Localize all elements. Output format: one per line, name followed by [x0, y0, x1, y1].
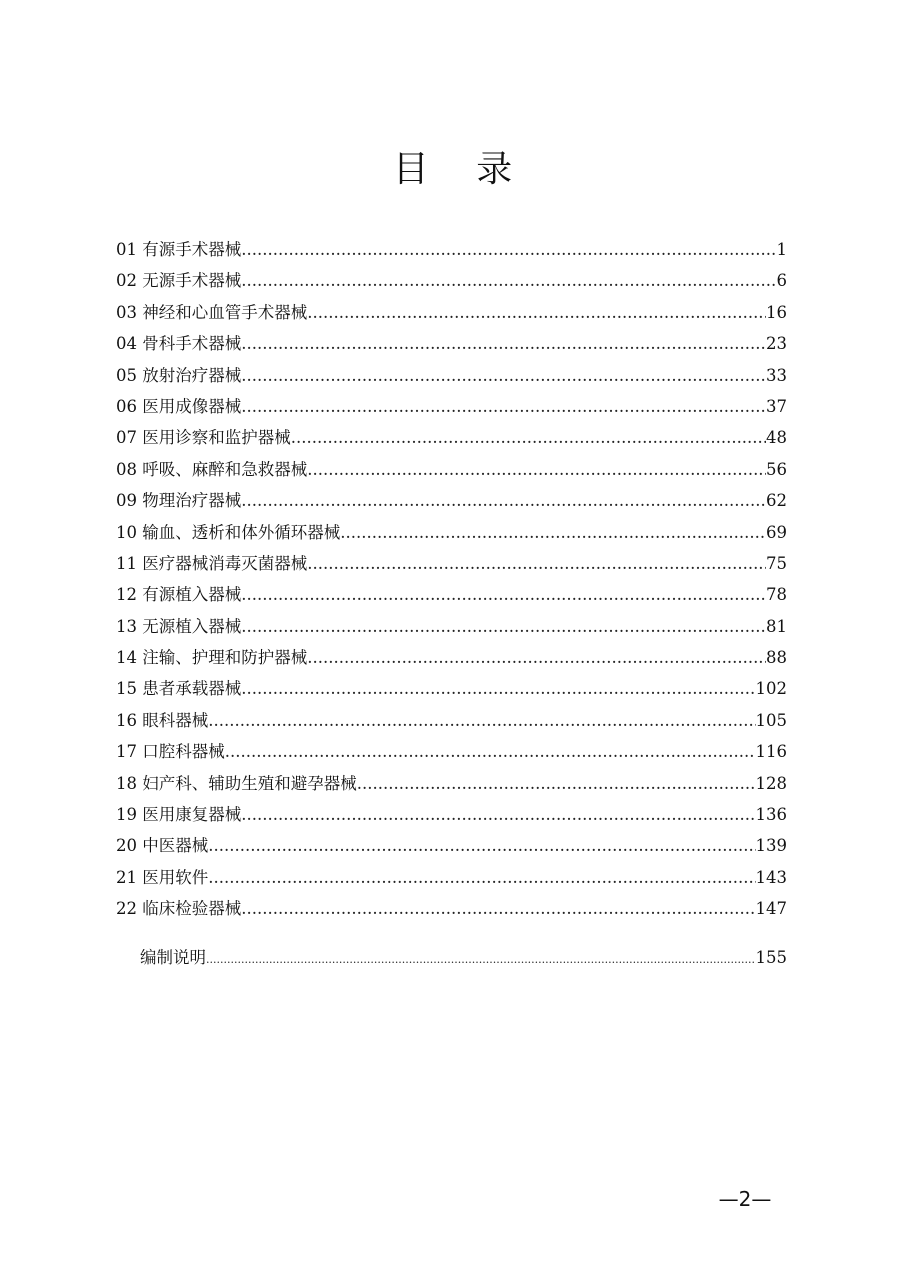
- toc-entry-page: 105: [755, 710, 787, 730]
- toc-entry-page: 116: [755, 742, 787, 762]
- dot-leader: [241, 611, 766, 642]
- toc-entry-label: 19 医用康复器械: [116, 805, 242, 825]
- toc-entry-page: 48: [766, 428, 787, 448]
- toc-entry[interactable]: [116, 579, 787, 610]
- toc-entry[interactable]: [116, 799, 787, 830]
- dot-leader: [241, 799, 755, 830]
- toc-entry-label: 03 神经和心血管手术器械: [116, 302, 308, 322]
- toc-entry-page: 37: [766, 396, 787, 416]
- toc-entry[interactable]: [116, 517, 787, 548]
- page-title: 目 录: [392, 149, 531, 190]
- toc-entry[interactable]: [116, 705, 787, 736]
- toc-entry[interactable]: [116, 768, 787, 799]
- toc-entry-page: 88: [766, 648, 787, 668]
- toc-entry-label: 17 口腔科器械: [116, 742, 225, 762]
- toc-entry-label: 12 有源植入器械: [116, 585, 242, 605]
- toc-entry-label: 编制说明: [140, 948, 206, 967]
- dot-leader: [208, 705, 755, 736]
- toc-entry-label: 01 有源手术器械: [116, 240, 242, 259]
- toc-entry[interactable]: [116, 862, 787, 893]
- dot-leader: [241, 360, 766, 391]
- dot-leader: [307, 454, 766, 485]
- toc-entry[interactable]: [116, 360, 787, 391]
- toc-entry-page: 81: [766, 616, 787, 636]
- toc-entry-page: 75: [766, 553, 787, 573]
- toc-entry[interactable]: [116, 642, 787, 673]
- toc-entry-label: 15 患者承载器械: [116, 679, 242, 699]
- toc-entry-page: 147: [755, 899, 787, 919]
- dot-leader: [340, 517, 766, 548]
- toc-entry[interactable]: [116, 830, 787, 861]
- dot-leader: [241, 673, 755, 704]
- toc-entry[interactable]: [116, 611, 787, 642]
- page-number: —2—: [718, 1187, 772, 1211]
- toc-entry[interactable]: [116, 454, 787, 485]
- toc-entry[interactable]: [116, 265, 787, 296]
- toc-entry-label: 22 临床检验器械: [116, 899, 242, 919]
- dot-leader: [206, 942, 756, 975]
- toc-entry-page: 1: [776, 240, 787, 259]
- toc-entry-label: 08 呼吸、麻醉和急救器械: [116, 459, 308, 479]
- toc-entry-label: 05 放射治疗器械: [116, 365, 242, 385]
- dot-leader: [307, 548, 766, 579]
- toc-entry[interactable]: [116, 297, 787, 328]
- toc-entry[interactable]: [116, 234, 787, 265]
- toc-entry-label: 07 医用诊察和监护器械: [116, 428, 291, 448]
- toc-entry[interactable]: [116, 736, 787, 767]
- toc-entry-page: 78: [766, 585, 787, 605]
- dot-leader: [208, 862, 755, 893]
- toc-entry[interactable]: [116, 548, 787, 579]
- toc-entry-page: 62: [766, 491, 787, 511]
- toc-entry-label: 21 医用软件: [116, 867, 209, 887]
- toc-entry-label: 04 骨科手术器械: [116, 334, 242, 354]
- toc-entry-appendix[interactable]: [140, 942, 787, 973]
- toc-entry-label: 14 注输、护理和防护器械: [116, 648, 308, 668]
- toc-entry-page: 139: [755, 836, 787, 856]
- toc-entry-page: 33: [766, 365, 787, 385]
- dot-leader: [241, 485, 766, 516]
- dot-leader: [241, 391, 766, 422]
- dot-leader: [291, 422, 766, 453]
- toc-entry-page: 16: [766, 302, 787, 322]
- toc-entry-page: 6: [776, 271, 787, 291]
- dot-leader: [241, 328, 766, 359]
- toc-entry-page: 69: [766, 522, 787, 542]
- toc-entry-label: 10 输血、透析和体外循环器械: [116, 522, 341, 542]
- dot-leader: [357, 768, 756, 799]
- toc-entry[interactable]: [116, 893, 787, 924]
- toc-entry-page: 136: [755, 805, 787, 825]
- toc-entry-label: 02 无源手术器械: [116, 271, 242, 291]
- toc-entry-page: 155: [755, 948, 787, 967]
- dot-leader: [241, 265, 776, 296]
- toc-entry-label: 18 妇产科、辅助生殖和避孕器械: [116, 773, 357, 793]
- toc-entry-page: 23: [766, 334, 787, 354]
- toc-entry[interactable]: [116, 673, 787, 704]
- toc-entry[interactable]: [116, 422, 787, 453]
- toc-entry-page: 56: [766, 459, 787, 479]
- dot-leader: [225, 736, 756, 767]
- toc-entry-label: 06 医用成像器械: [116, 396, 242, 416]
- dot-leader: [241, 579, 766, 610]
- toc-entry-label: 09 物理治疗器械: [116, 491, 242, 511]
- dot-leader: [307, 642, 766, 673]
- toc-entry-label: 20 中医器械: [116, 836, 209, 856]
- toc-entry[interactable]: [116, 391, 787, 422]
- toc-entry-page: 143: [755, 867, 787, 887]
- dot-leader: [307, 297, 766, 328]
- toc-entry[interactable]: [116, 328, 787, 359]
- toc-entry-label: 11 医疗器械消毒灭菌器械: [116, 553, 308, 573]
- toc-entry-label: 16 眼科器械: [116, 710, 209, 730]
- dot-leader: [208, 830, 755, 861]
- dot-leader: [241, 893, 755, 924]
- dot-leader: [241, 234, 776, 265]
- table-of-contents: [116, 234, 787, 925]
- toc-entry[interactable]: [116, 485, 787, 516]
- toc-entry-label: 13 无源植入器械: [116, 616, 242, 636]
- toc-entry-page: 102: [755, 679, 787, 699]
- toc-entry-page: 128: [755, 773, 787, 793]
